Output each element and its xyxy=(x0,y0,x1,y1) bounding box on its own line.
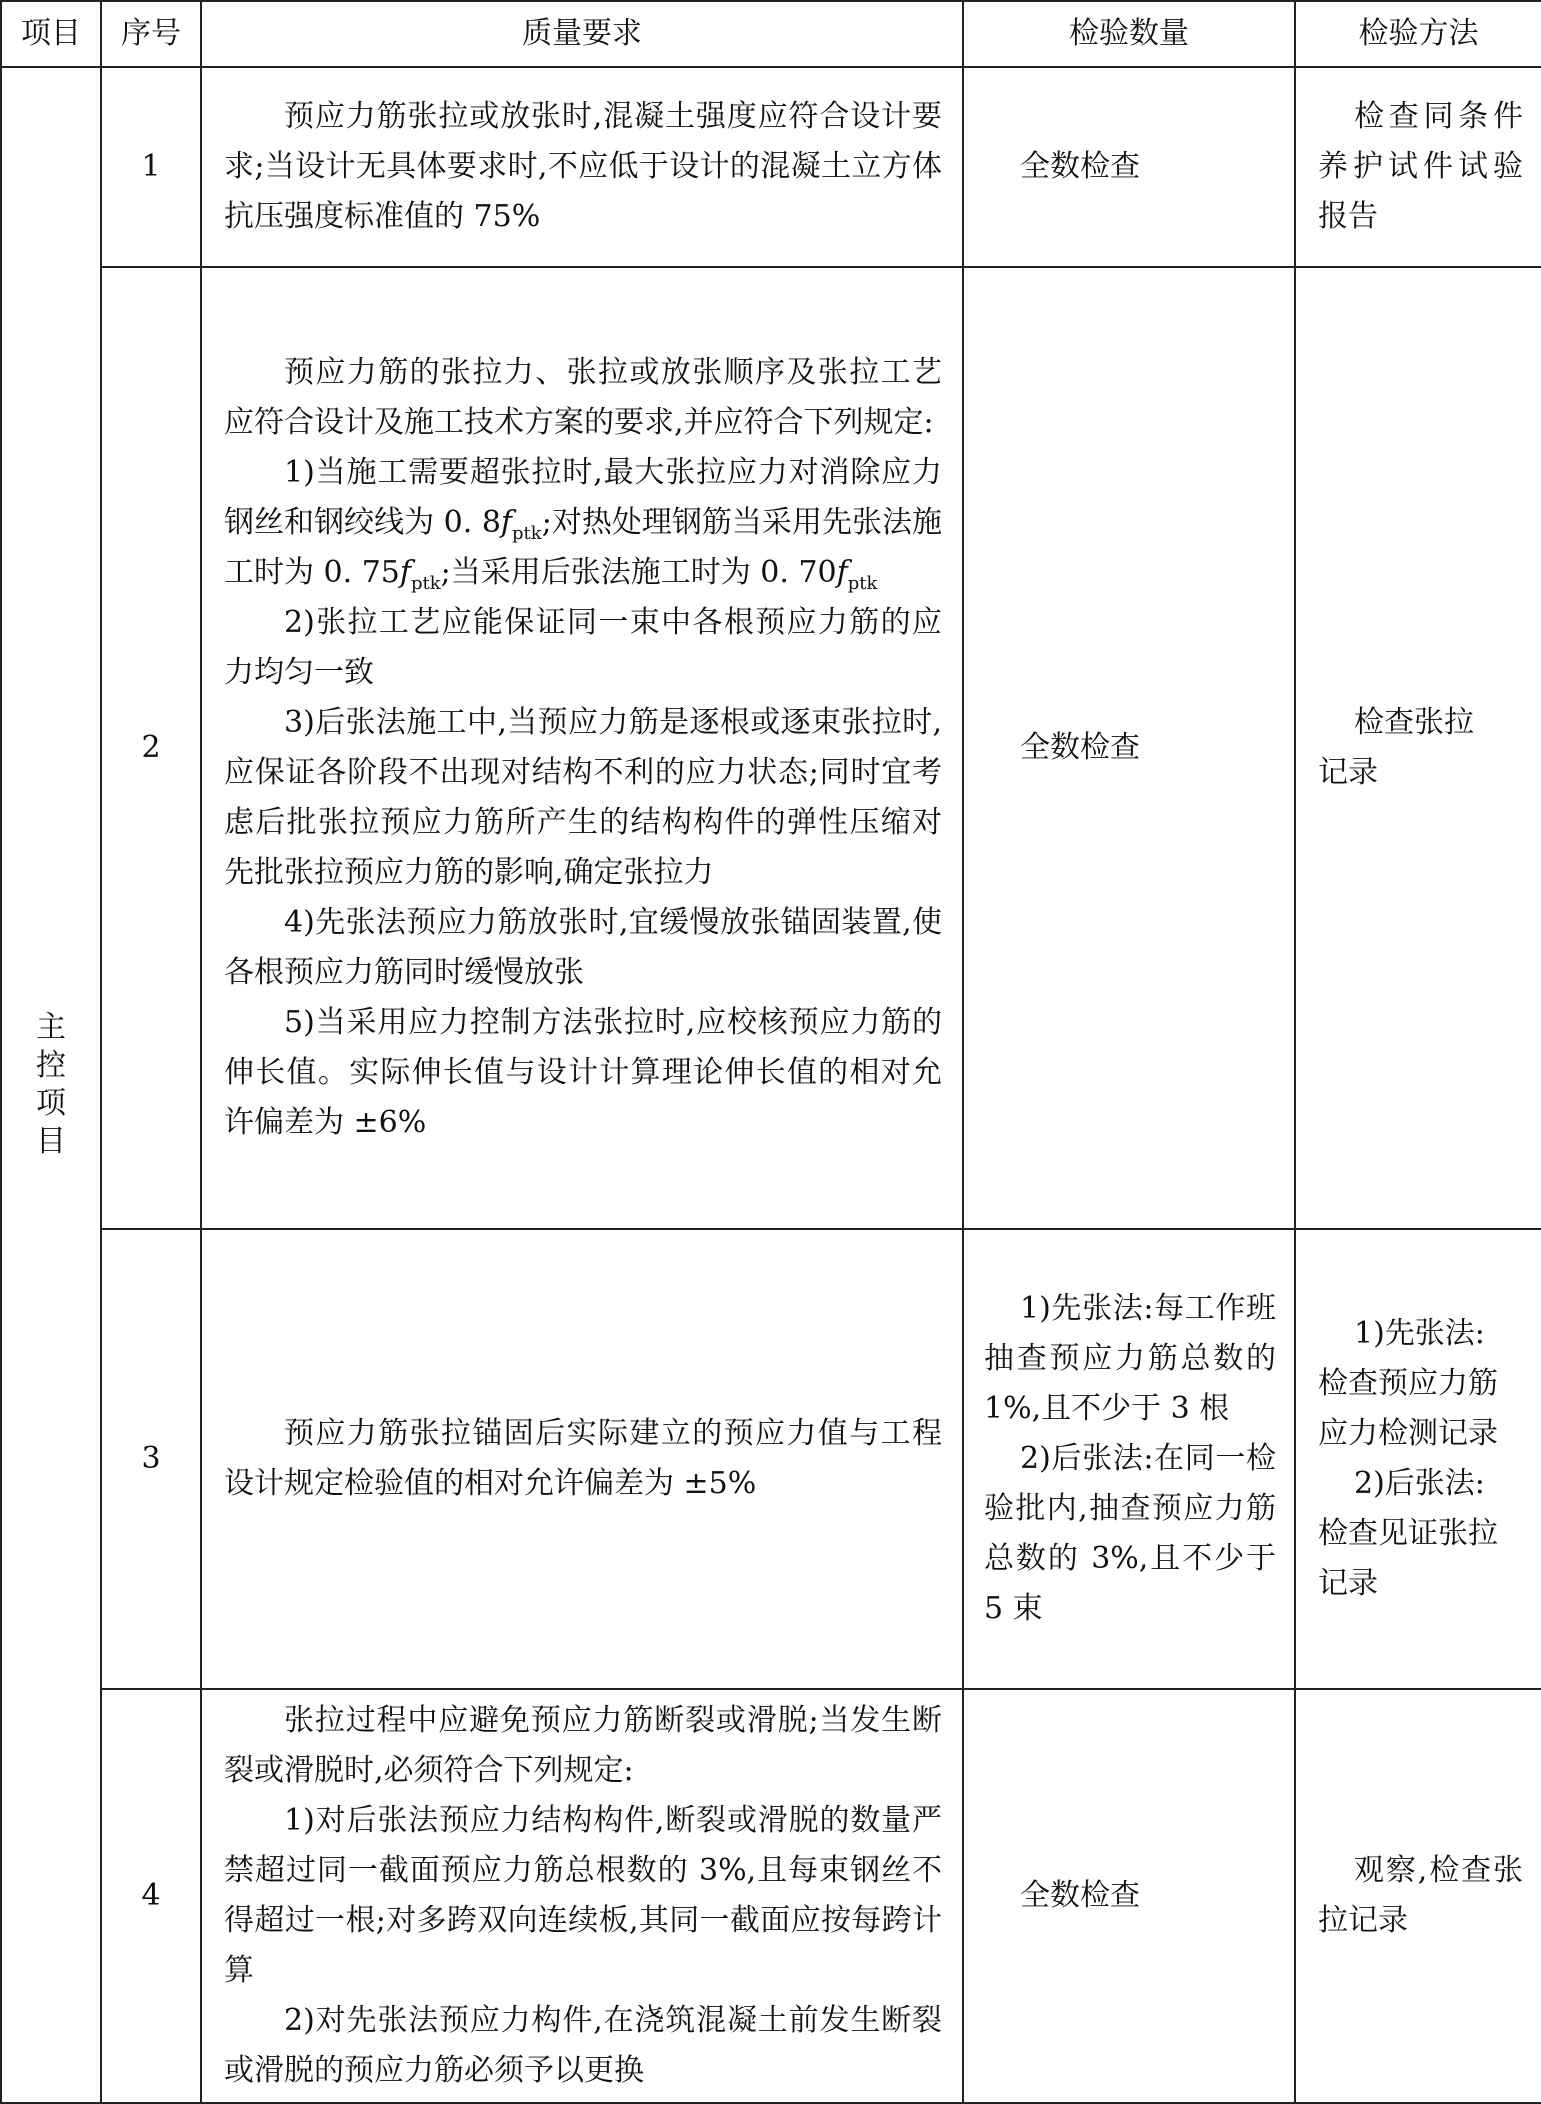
qty-cell xyxy=(963,1229,1295,1689)
formula-part-b: ;当采用后张法施工时为 0. 70 xyxy=(440,555,837,590)
table-row xyxy=(1,1229,1541,1689)
method-text: 检查预应力筋应力检测记录 xyxy=(1318,1366,1498,1451)
formula-sub: ptk xyxy=(847,573,878,594)
method-cell xyxy=(1295,1229,1541,1689)
table-row xyxy=(1,267,1541,1229)
method-text: 检查张拉 xyxy=(1354,705,1474,740)
quality-text: 2)张拉工艺应能保证同一束中各根预应力筋的应力均匀一致 xyxy=(224,605,942,690)
quality-text: 4)先张法预应力筋放张时,宜缓慢放张锚固装置,使各根预应力筋同时缓慢放张 xyxy=(224,905,942,990)
quality-text: 张拉过程中应避免预应力筋断裂或滑脱;当发生断裂或滑脱时,必须符合下列规定: xyxy=(224,1703,942,1788)
quality-text: 预应力筋张拉锚固后实际建立的预应力值与工程设计规定检验值的相对允许偏差为 ±5% xyxy=(224,1416,942,1501)
header-quality: 质量要求 xyxy=(201,1,963,67)
qty-text: 全数检查 xyxy=(1020,149,1140,184)
quality-cell xyxy=(201,1689,963,2103)
qty-cell xyxy=(963,267,1295,1229)
formula-sub: ptk xyxy=(410,573,441,594)
quality-text: 1)对后张法预应力结构构件,断裂或滑脱的数量严禁超过同一截面预应力筋总根数的 3%,且每束钢丝不得超过一根;对多跨双向连续板,其同一截面应按每跨计算 xyxy=(224,1803,942,1988)
method-text: 观察,检查张拉记录 xyxy=(1318,1853,1523,1938)
method-text: 检查见证张拉记录 xyxy=(1318,1516,1498,1601)
quality-text: 2)对先张法预应力构件,在浇筑混凝土前发生断裂或滑脱的预应力筋必须予以更换 xyxy=(224,2003,942,2088)
quality-text-formula xyxy=(224,448,942,598)
header-method: 检验方法 xyxy=(1295,1,1541,67)
quality-cell xyxy=(201,267,963,1229)
category-label: 主控项目 xyxy=(36,1010,66,1159)
row-index: 2 xyxy=(101,267,201,1229)
formula-f: f xyxy=(836,555,848,590)
method-cell xyxy=(1295,267,1541,1229)
formula-sub: ptk xyxy=(512,523,542,544)
category-cell xyxy=(1,67,101,2103)
header-index: 序号 xyxy=(101,1,201,67)
formula-f: f xyxy=(399,555,411,590)
qty-cell xyxy=(963,1689,1295,2103)
method-text: 记录 xyxy=(1318,755,1378,790)
method-cell xyxy=(1295,67,1541,267)
row-index: 3 xyxy=(101,1229,201,1689)
qty-cell xyxy=(963,67,1295,267)
formula-f: f xyxy=(500,505,513,540)
row-index: 1 xyxy=(101,67,201,267)
method-cell xyxy=(1295,1689,1541,2103)
method-text: 检查同条件养护试件试验报告 xyxy=(1318,99,1523,234)
qty-text: 2)后张法:在同一检验批内,抽查预应力筋总数的 3%,且不少于 5 束 xyxy=(984,1441,1276,1626)
quality-text: 5)当采用应力控制方法张拉时,应校核预应力筋的伸长值。实际伸长值与设计计算理论伸长值的相对允许偏差为 ±6% xyxy=(224,1005,942,1140)
header-qty: 检验数量 xyxy=(963,1,1295,67)
formula-lead: 1)当施工需要超张拉时,最大张拉应力对消除应力钢丝和钢绞线为 0. 8 xyxy=(224,455,942,540)
method-text: 2)后张法: xyxy=(1354,1466,1485,1501)
qty-text: 全数检查 xyxy=(1020,730,1140,765)
quality-cell xyxy=(201,1229,963,1689)
row-index: 4 xyxy=(101,1689,201,2103)
qty-text: 全数检查 xyxy=(1020,1878,1140,1913)
quality-text: 预应力筋的张拉力、张拉或放张顺序及张拉工艺应符合设计及施工技术方案的要求,并应符合下列规定: xyxy=(224,355,942,440)
method-text: 1)先张法: xyxy=(1354,1316,1485,1351)
quality-text: 预应力筋张拉或放张时,混凝土强度应符合设计要求;当设计无具体要求时,不应低于设计的混凝土立方体抗压强度标准值的 75% xyxy=(224,99,942,234)
table-row xyxy=(1,1689,1541,2103)
header-project: 项目 xyxy=(1,1,101,67)
quality-text: 3)后张法施工中,当预应力筋是逐根或逐束张拉时,应保证各阶段不出现对结构不利的应力状态;同时宜考虑后批张拉预应力筋所产生的结构构件的弹性压缩对先批张拉预应力筋的影响,确定张拉力 xyxy=(224,705,942,890)
qty-text: 1)先张法:每工作班抽查预应力筋总数的 1%,且不少于 3 根 xyxy=(984,1291,1276,1426)
quality-cell xyxy=(201,67,963,267)
header-row xyxy=(1,1,1541,67)
table-row xyxy=(1,67,1541,267)
formula-part-a: ;对热处理钢筋当采用先张法施工时为 0. 75 xyxy=(224,505,942,590)
